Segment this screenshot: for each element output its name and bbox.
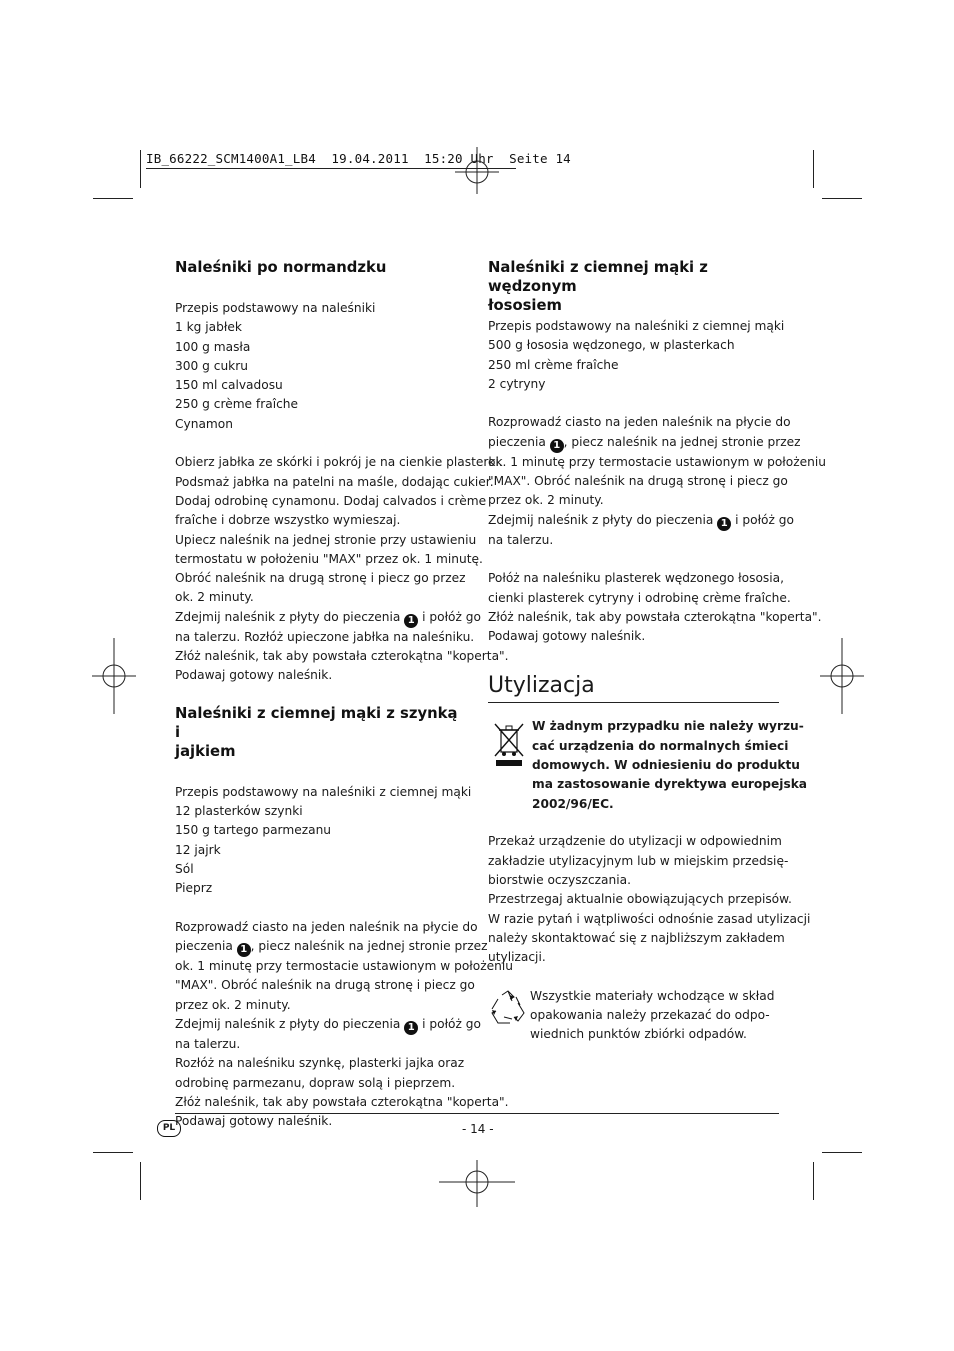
ingredient-list xyxy=(175,783,472,899)
instruction-text: Zdejmij naleśnik z płyty do pieczenia xyxy=(175,609,401,624)
section-title-normandy-crepes: Naleśniki po normandzku xyxy=(175,259,387,276)
instruction-line xyxy=(488,433,801,453)
instruction-line xyxy=(488,511,794,531)
instruction-text: i połóż go xyxy=(422,1016,481,1031)
step-marker-icon: 1 xyxy=(237,943,251,957)
instruction-text: i połóż go xyxy=(735,512,794,527)
weee-warning xyxy=(488,717,808,813)
recycling-arrows-icon xyxy=(488,989,528,1027)
step-marker-icon: 1 xyxy=(404,614,418,628)
instruction-text: Zdejmij naleśnik z płyty do pieczenia xyxy=(488,512,714,527)
packaging-line: Wszystkie materiały wchodzące w skład xyxy=(530,988,775,1003)
ingredient: Cynamon xyxy=(175,416,233,431)
instruction-line: odrobinę parmezanu, dopraw solą i pieprzem. xyxy=(175,1075,456,1090)
crop-mark xyxy=(93,198,133,199)
crossed-out-wheelie-bin-icon xyxy=(492,721,526,767)
disposal-line: biorstwie oczyszczania. xyxy=(488,873,631,888)
instruction-line xyxy=(175,937,488,957)
instruction-line: Rozprowadź ciasto na jeden naleśnik na płycie do xyxy=(488,415,791,430)
ingredient: Pieprz xyxy=(175,881,213,896)
instruction-line: Złóż naleśnik, tak aby powstała czterokątna "koperta". xyxy=(175,1094,509,1109)
instruction-line: Podawaj gotowy naleśnik. xyxy=(175,668,333,683)
title-line: łososiem xyxy=(488,297,562,314)
serving-list xyxy=(488,569,822,646)
ingredient: 300 g cukru xyxy=(175,358,248,373)
crop-mark xyxy=(822,198,862,199)
ingredient-list xyxy=(488,317,785,394)
page-number: - 14 - xyxy=(462,1122,494,1136)
step-marker-icon: 1 xyxy=(717,517,731,531)
instruction-line: na talerzu. Rozłóż upieczone jabłka na naleśniku. xyxy=(175,629,475,644)
crop-mark xyxy=(813,150,814,188)
registration-mark-left-icon xyxy=(74,636,154,716)
packaging-text xyxy=(530,987,774,1045)
section-title-ham-egg-crepes xyxy=(175,704,467,761)
ingredient: 2 cytryny xyxy=(488,376,546,391)
instruction-line: Rozłóż na naleśniku szynkę, plasterki jajka oraz xyxy=(175,1056,465,1071)
ingredient: 150 ml calvadosu xyxy=(175,378,283,393)
ingredient: 250 ml crème fraîche xyxy=(488,357,619,372)
warning-line: W żadnym przypadku nie należy wyrzu- xyxy=(532,719,804,734)
instruction-text: Zdejmij naleśnik z płyty do pieczenia xyxy=(175,1016,401,1031)
footer-rule xyxy=(175,1113,779,1114)
crop-mark xyxy=(140,150,141,188)
ingredient: Przepis podstawowy na naleśniki z ciemnej mąki xyxy=(488,319,785,333)
instruction-text: , piecz naleśnik na jednej stronie przez xyxy=(563,434,801,449)
warning-line: ma zastosowanie dyrektywa europejska xyxy=(532,777,808,792)
ingredient: 1 kg jabłek xyxy=(175,320,242,335)
warning-line: domowych. W odniesieniu do produktu xyxy=(532,758,800,773)
packaging-line: wiednich punktów zbiórki odpadów. xyxy=(530,1027,747,1042)
instruction-line: Obróć naleśnik na drugą stronę i piecz go przez xyxy=(175,571,466,586)
ingredient: 100 g masła xyxy=(175,339,251,354)
ingredient: 250 g crème fraîche xyxy=(175,397,299,412)
ingredient: 12 plasterków szynki xyxy=(175,803,303,818)
packaging-note xyxy=(488,987,780,1047)
title-line: Naleśniki z ciemnej mąki z wędzonym xyxy=(488,259,708,295)
warning-line: 2002/96/EC. xyxy=(532,796,614,811)
section-title-salmon-crepes xyxy=(488,258,780,315)
disposal-line: należy skontaktować się z najbliższym zakładem xyxy=(488,930,785,945)
step-marker-icon: 1 xyxy=(550,439,564,453)
instruction-line xyxy=(175,1015,481,1035)
crop-mark xyxy=(822,1152,862,1153)
print-header: IB_66222_SCM1400A1_LB4 19.04.2011 15:20 Uhr Seite 14 xyxy=(146,151,571,166)
instruction-line: Rozprowadź ciasto na jeden naleśnik na płycie do xyxy=(175,919,478,934)
right-column xyxy=(488,258,826,1047)
instruction-line: "MAX". Obróć naleśnik na drugą stronę i piecz go xyxy=(488,474,788,489)
instruction-line: przez ok. 2 minuty. xyxy=(488,493,604,508)
instruction-text: pieczenia xyxy=(175,939,233,954)
packaging-line: opakowania należy przekazać do odpo- xyxy=(530,1008,770,1023)
ingredient: Przepis podstawowy na naleśniki xyxy=(175,301,376,315)
instruction-line: Złóż naleśnik, tak aby powstała czterokątna "koperta". xyxy=(175,649,509,664)
title-line: Naleśniki z ciemnej mąki z szynką i xyxy=(175,704,458,741)
registration-mark-right-icon xyxy=(802,636,882,716)
instruction-line: ok. 1 minutę przy termostacie ustawionym w położeniu xyxy=(175,959,513,974)
crop-mark xyxy=(140,1162,141,1200)
instruction-line: Podsmaż jabłka na patelni na maśle, dodając cukier. xyxy=(175,474,494,489)
instruction-line: ok. 2 minuty. xyxy=(175,590,254,605)
disposal-line: utylizacji. xyxy=(488,950,546,965)
instruction-line: "MAX". Obróć naleśnik na drugą stronę i piecz go xyxy=(175,978,475,993)
disposal-title: Utylizacja xyxy=(488,672,779,703)
instruction-line: Dodaj odrobinę cynamonu. Dodaj calvados i crème xyxy=(175,493,487,508)
instruction-line: Podawaj gotowy naleśnik. xyxy=(488,629,646,644)
disposal-line: zakładzie utylizacyjnym lub w miejskim przedsię- xyxy=(488,853,789,868)
crop-mark xyxy=(93,1152,133,1153)
instruction-text: pieczenia xyxy=(488,434,546,449)
language-badge: PL xyxy=(157,1120,181,1137)
instruction-text: , piecz naleśnik na jednej stronie przez xyxy=(250,939,488,954)
warning-line: cać urządzenia do normalnych śmieci xyxy=(532,738,789,753)
disposal-line: W razie pytań i wątpliwości odnośnie zasad utylizacji xyxy=(488,911,811,926)
ingredient: Przepis podstawowy na naleśniki z ciemnej mąki xyxy=(175,784,472,799)
instruction-line: ok. 1 minutę przy termostacie ustawionym w położeniu xyxy=(488,454,826,469)
instruction-line: fraîche i dobrze wszystko wymieszaj. xyxy=(175,513,401,528)
instruction-line: termostatu w położeniu "MAX" przez ok. 1 minutę. xyxy=(175,551,483,566)
instruction-list xyxy=(175,453,509,685)
ingredient: 500 g łososia wędzonego, w plasterkach xyxy=(488,338,735,353)
instruction-line xyxy=(175,608,481,628)
instruction-line: przez ok. 2 minuty. xyxy=(175,997,291,1012)
instruction-text: i połóż go xyxy=(422,609,481,624)
step-marker-icon: 1 xyxy=(404,1021,418,1035)
instruction-line: na talerzu. xyxy=(175,1036,241,1051)
ingredient: Sól xyxy=(175,861,194,876)
instruction-line: cienki plasterek cytryny i odrobinę crème fraîche. xyxy=(488,590,791,605)
instruction-line: Obierz jabłka ze skórki i pokrój je na cienkie plasterki. xyxy=(175,455,503,470)
title-line: jajkiem xyxy=(175,742,236,760)
ingredient: 150 g tartego parmezanu xyxy=(175,823,332,838)
instruction-line: Złóż naleśnik, tak aby powstała czterokątna "koperta". xyxy=(488,609,822,624)
instruction-line: Upiecz naleśnik na jednej stronie przy ustawieniu xyxy=(175,532,477,547)
disposal-instructions xyxy=(488,832,811,967)
disposal-line: Przestrzegaj aktualnie obowiązujących przepisów. xyxy=(488,892,792,907)
warning-text xyxy=(532,717,807,813)
disposal-line: Przekaż urządzenie do utylizacji w odpowiednim xyxy=(488,834,782,849)
instruction-line: Podawaj gotowy naleśnik. xyxy=(175,1114,333,1129)
crop-mark xyxy=(813,1162,814,1200)
registration-mark-top-icon xyxy=(437,132,517,212)
ingredient-list xyxy=(175,299,467,434)
instruction-line: na talerzu. xyxy=(488,532,554,547)
ingredient: 12 jajrk xyxy=(175,842,221,857)
registration-mark-bottom-icon xyxy=(437,1142,517,1222)
instruction-line: Połóż na naleśniku plasterek wędzonego łososia, xyxy=(488,571,784,586)
instruction-list xyxy=(488,413,826,549)
